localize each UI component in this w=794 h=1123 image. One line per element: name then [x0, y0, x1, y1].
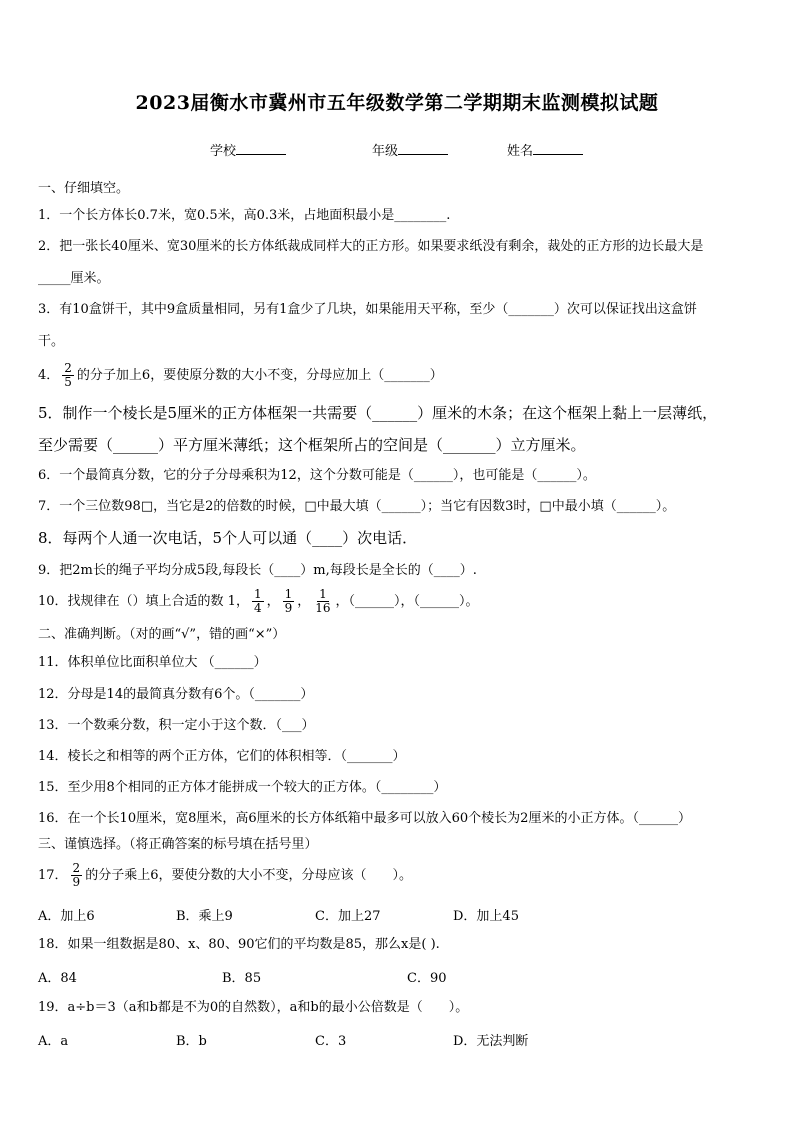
section-1-heading: 一、仔细填空。	[38, 181, 130, 196]
question-15: 15．至少用8个相同的正方体才能拼成一个较大的正方体。（________）	[38, 780, 447, 795]
q19-option-b[interactable]: B．b	[176, 1034, 207, 1049]
name-label: 姓名	[507, 144, 534, 159]
school-label: 学校	[210, 144, 237, 159]
question-9: 9．把2m长的绳子平均分成5段,每段长（____）m,每段长是全长的（____）.	[38, 563, 477, 578]
question-2-line-1: 2．把一张长40厘米、宽30厘米的长方体纸裁成同样大的正方形。如果要求纸没有剩余，裁处的正方形的边长最大是	[38, 239, 704, 254]
fraction-1-9: $\frac{1}{9}$	[284, 587, 293, 615]
q19-option-a[interactable]: A．a	[38, 1034, 69, 1049]
grade-field[interactable]	[372, 140, 448, 159]
grade-label: 年级	[372, 144, 399, 159]
grade-blank[interactable]	[398, 141, 448, 155]
question-6: 6．一个最简真分数，它的分子分母乘积为12，这个分数可能是（______），也可能是（______）。	[38, 468, 596, 483]
q18-option-c[interactable]: C．90	[407, 971, 447, 986]
school-blank[interactable]	[236, 141, 286, 155]
question-14: 14．棱长之和相等的两个正方体，它们的体积相等．（_______）	[38, 749, 406, 764]
q19-option-c[interactable]: C．3	[315, 1034, 347, 1049]
name-field[interactable]	[507, 140, 583, 159]
question-16: 16．在一个长10厘米，宽8厘米，高6厘米的长方体纸箱中最多可以放入60个棱长为2厘米的小正方体。（______）	[38, 811, 691, 826]
q17-option-a[interactable]: A．加上6	[38, 909, 95, 924]
question-10: 10．找规律在（）填上合适的数 1， $\frac{1}{4}$ ， $\frac{1}{9}$ ， $\frac{1}{16}$ ，（______），（______）。	[38, 587, 479, 615]
question-17: 17． $\frac{2}{9}$ 的分子乘上6，要使分数的大小不变，分母应该（ ）。	[38, 861, 412, 889]
q17-option-b[interactable]: B．乘上9	[176, 909, 233, 924]
question-1: 1．一个长方体长0.7米，宽0.5米，高0.3米，占地面积最小是________.	[38, 208, 451, 223]
fraction-2-9: $\frac{2}{9}$	[72, 861, 81, 889]
question-11: 11．体积单位比面积单位大 （______）	[38, 655, 267, 670]
question-8: 8．每两个人通一次电话，5个人可以通（____）次电话．	[38, 529, 418, 547]
fraction-1-4: $\frac{1}{4}$	[253, 587, 262, 615]
section-2-heading: 二、准确判断。（对的画“√”，错的画“×”）	[38, 627, 286, 642]
question-5-line-2: 至少需要（______）平方厘米薄纸；这个框架所占的空间是（_______）立方厘米。	[38, 436, 586, 454]
question-18: 18．如果一组数据是80、x、80、90它们的平均数是85，那么x是( ).	[38, 937, 440, 952]
fraction-2-5: $\frac{2}{5}$	[64, 361, 72, 389]
q18-option-a[interactable]: A．84	[38, 971, 77, 986]
question-3-line-2: 干。	[38, 334, 65, 349]
question-19: 19．a÷b＝3（a和b都是不为0的自然数），a和b的最小公倍数是（ ）。	[38, 1000, 469, 1015]
question-3-line-1: 3．有10盒饼干，其中9盒质量相同，另有1盒少了几块，如果能用天平称，至少（_______）次可以保证找出这盒饼	[38, 302, 697, 317]
q19-option-d[interactable]: D．无法判断	[453, 1034, 529, 1049]
q18-option-b[interactable]: B．85	[222, 971, 262, 986]
question-12: 12．分母是14的最简真分数有6个。（_______）	[38, 687, 314, 702]
question-7: 7．一个三位数98□，当它是2的倍数的时候，□中最大填（______）；当它有因数3时，□中最小填（______）。	[38, 499, 676, 514]
q17-option-d[interactable]: D．加上45	[453, 909, 519, 924]
q17-option-c[interactable]: C．加上27	[315, 909, 381, 924]
question-5-line-1: 5．制作一个棱长是5厘米的正方体框架一共需要（______）厘米的木条；在这个框架上黏上一层薄纸，	[38, 404, 718, 422]
name-blank[interactable]	[533, 141, 583, 155]
question-4: 4． $\frac{2}{5}$ 的分子加上6，要使原分数的大小不变，分母应加上（_______）	[38, 361, 443, 389]
school-field[interactable]	[210, 140, 286, 159]
section-3-heading: 三、谨慎选择。（将正确答案的标号填在括号里）	[38, 837, 318, 852]
question-13: 13．一个数乘分数，积一定小于这个数．（___）	[38, 718, 315, 733]
fraction-1-16: $\frac{1}{16}$	[315, 587, 331, 615]
question-2-line-2: _____厘米。	[38, 271, 110, 286]
page-title: 2023届衡水市冀州市五年级数学第二学期期末监测模拟试题	[135, 92, 659, 114]
